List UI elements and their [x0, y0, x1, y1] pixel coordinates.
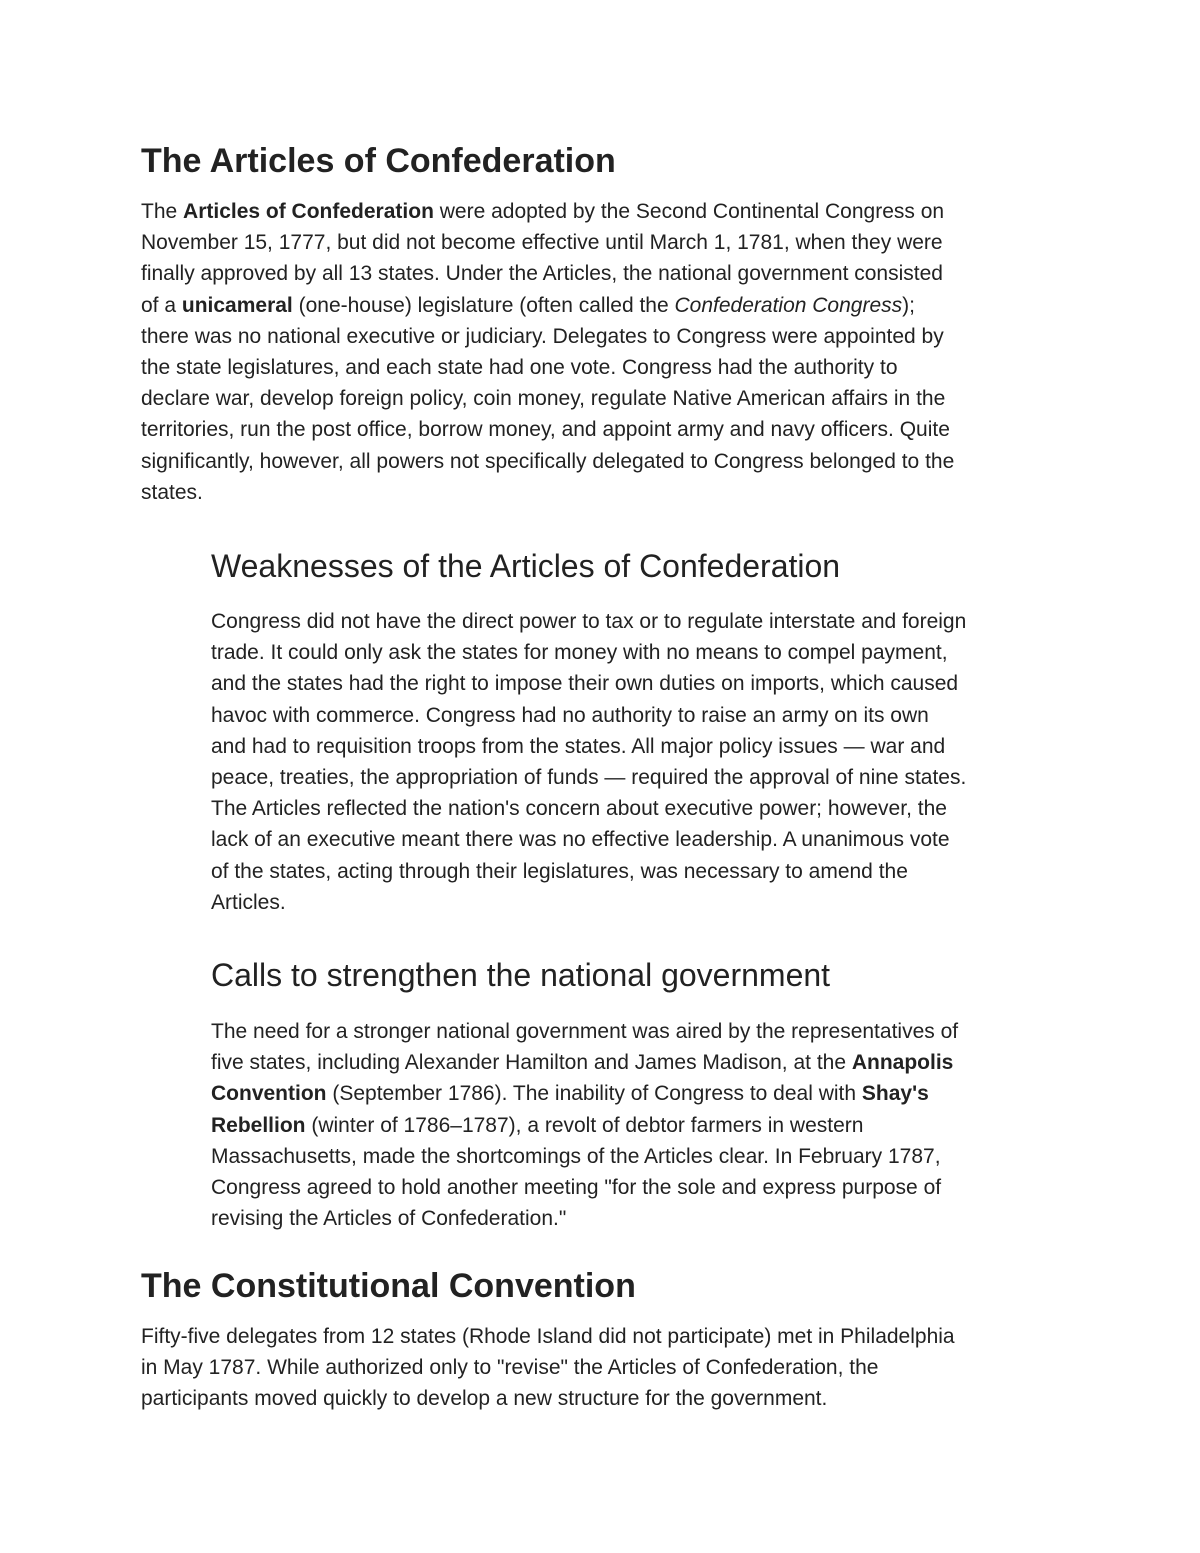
text-line: there was no national executive or judiciary. Delegates to Congress were appointed by [141, 324, 944, 348]
text-line [141, 196, 954, 227]
heading-calls: Calls to strengthen the national government [211, 957, 831, 993]
text-line: significantly, however, all powers not specifically delegated to Congress belonged to the [141, 449, 955, 473]
text-line: November 15, 1777, but did not become effective until March 1, 1781, when they were [141, 231, 943, 255]
text-line: trade. It could only ask the states for money with no means to compel payment, [211, 641, 948, 665]
text-line: in May 1787. While authorized only to "revise" the Articles of Confederation, the [141, 1356, 879, 1380]
text-line: the state legislatures, and each state had one vote. Congress had the authority to [141, 356, 898, 380]
text-line: peace, treaties, the appropriation of funds — required the approval of nine states. [211, 766, 967, 790]
text-line: The need for a stronger national government was aired by the representatives of [211, 1020, 959, 1043]
bold-term: Convention [211, 1082, 327, 1106]
text-line: territories, run the post office, borrow money, and appoint army and navy officers. Quite [141, 418, 950, 442]
text-line: The Articles reflected the nation's concern about executive power; however, the [211, 797, 947, 821]
text-span: of a [141, 293, 182, 317]
text-line: finally approved by all 13 states. Under the Articles, the national government consisted [141, 262, 943, 286]
paragraph-articles [141, 196, 954, 508]
text-line: of the states, acting through their legislatures, was necessary to amend the [211, 859, 908, 883]
bold-term: Annapolis [851, 1051, 954, 1075]
text-line: Massachusetts, made the shortcomings of the Articles clear. In February 1787, [211, 1144, 941, 1168]
text-line: Congress agreed to hold another meeting "for the sole and express purpose of [211, 1176, 942, 1200]
text-span: were adopted by the Second Continental Congress on [433, 200, 945, 223]
text-span: (September 1786). The inability of Congress to deal with [326, 1082, 862, 1106]
text-span: (one-house) legislature (often called the [292, 293, 675, 317]
bold-term: unicameral [181, 293, 293, 317]
text-span: (winter of 1786–1787), a revolt of debtor farmers in western [305, 1113, 864, 1137]
text-line: participants moved quickly to develop a new structure for the government. [141, 1387, 828, 1411]
text-line: and had to requisition troops from the states. All major policy issues — war and [211, 734, 946, 758]
heading-articles: The Articles of Confederation [141, 142, 616, 180]
text-line: declare war, develop foreign policy, coin money, regulate Native American affairs in the [141, 387, 946, 411]
text-line: Congress did not have the direct power to tax or to regulate interstate and foreign [211, 610, 967, 633]
paragraph-calls [211, 1016, 958, 1234]
paragraph-weaknesses [211, 606, 966, 918]
text-line [211, 1110, 958, 1141]
heading-weaknesses: Weaknesses of the Articles of Confederation [211, 548, 841, 584]
text-span: five states, including Alexander Hamilton and James Madison, at the [211, 1051, 852, 1075]
text-line [211, 1047, 958, 1078]
text-line [141, 290, 954, 321]
text-line: states. [141, 480, 203, 504]
bold-term: Shay's [861, 1082, 929, 1106]
text-line: Fifty-five delegates from 12 states (Rhode Island did not participate) met in Philadelphia [141, 1325, 955, 1348]
text-line: and the states had the right to impose their own duties on imports, which caused [211, 672, 959, 696]
bold-term: Articles of Confederation [183, 200, 434, 223]
text-line: revising the Articles of Confederation." [211, 1207, 567, 1231]
italic-term: Confederation Congress [674, 293, 903, 317]
text-line: havoc with commerce. Congress had no authority to raise an army on its own [211, 703, 929, 727]
text-line [211, 1078, 958, 1109]
text-span: ); [902, 293, 915, 317]
heading-convention: The Constitutional Convention [141, 1267, 636, 1305]
text-line: lack of an executive meant there was no effective leadership. A unanimous vote [211, 828, 950, 852]
bold-term: Rebellion [211, 1113, 306, 1137]
text-span: The [141, 200, 184, 223]
text-line: Articles. [211, 890, 286, 914]
paragraph-convention [141, 1321, 955, 1415]
